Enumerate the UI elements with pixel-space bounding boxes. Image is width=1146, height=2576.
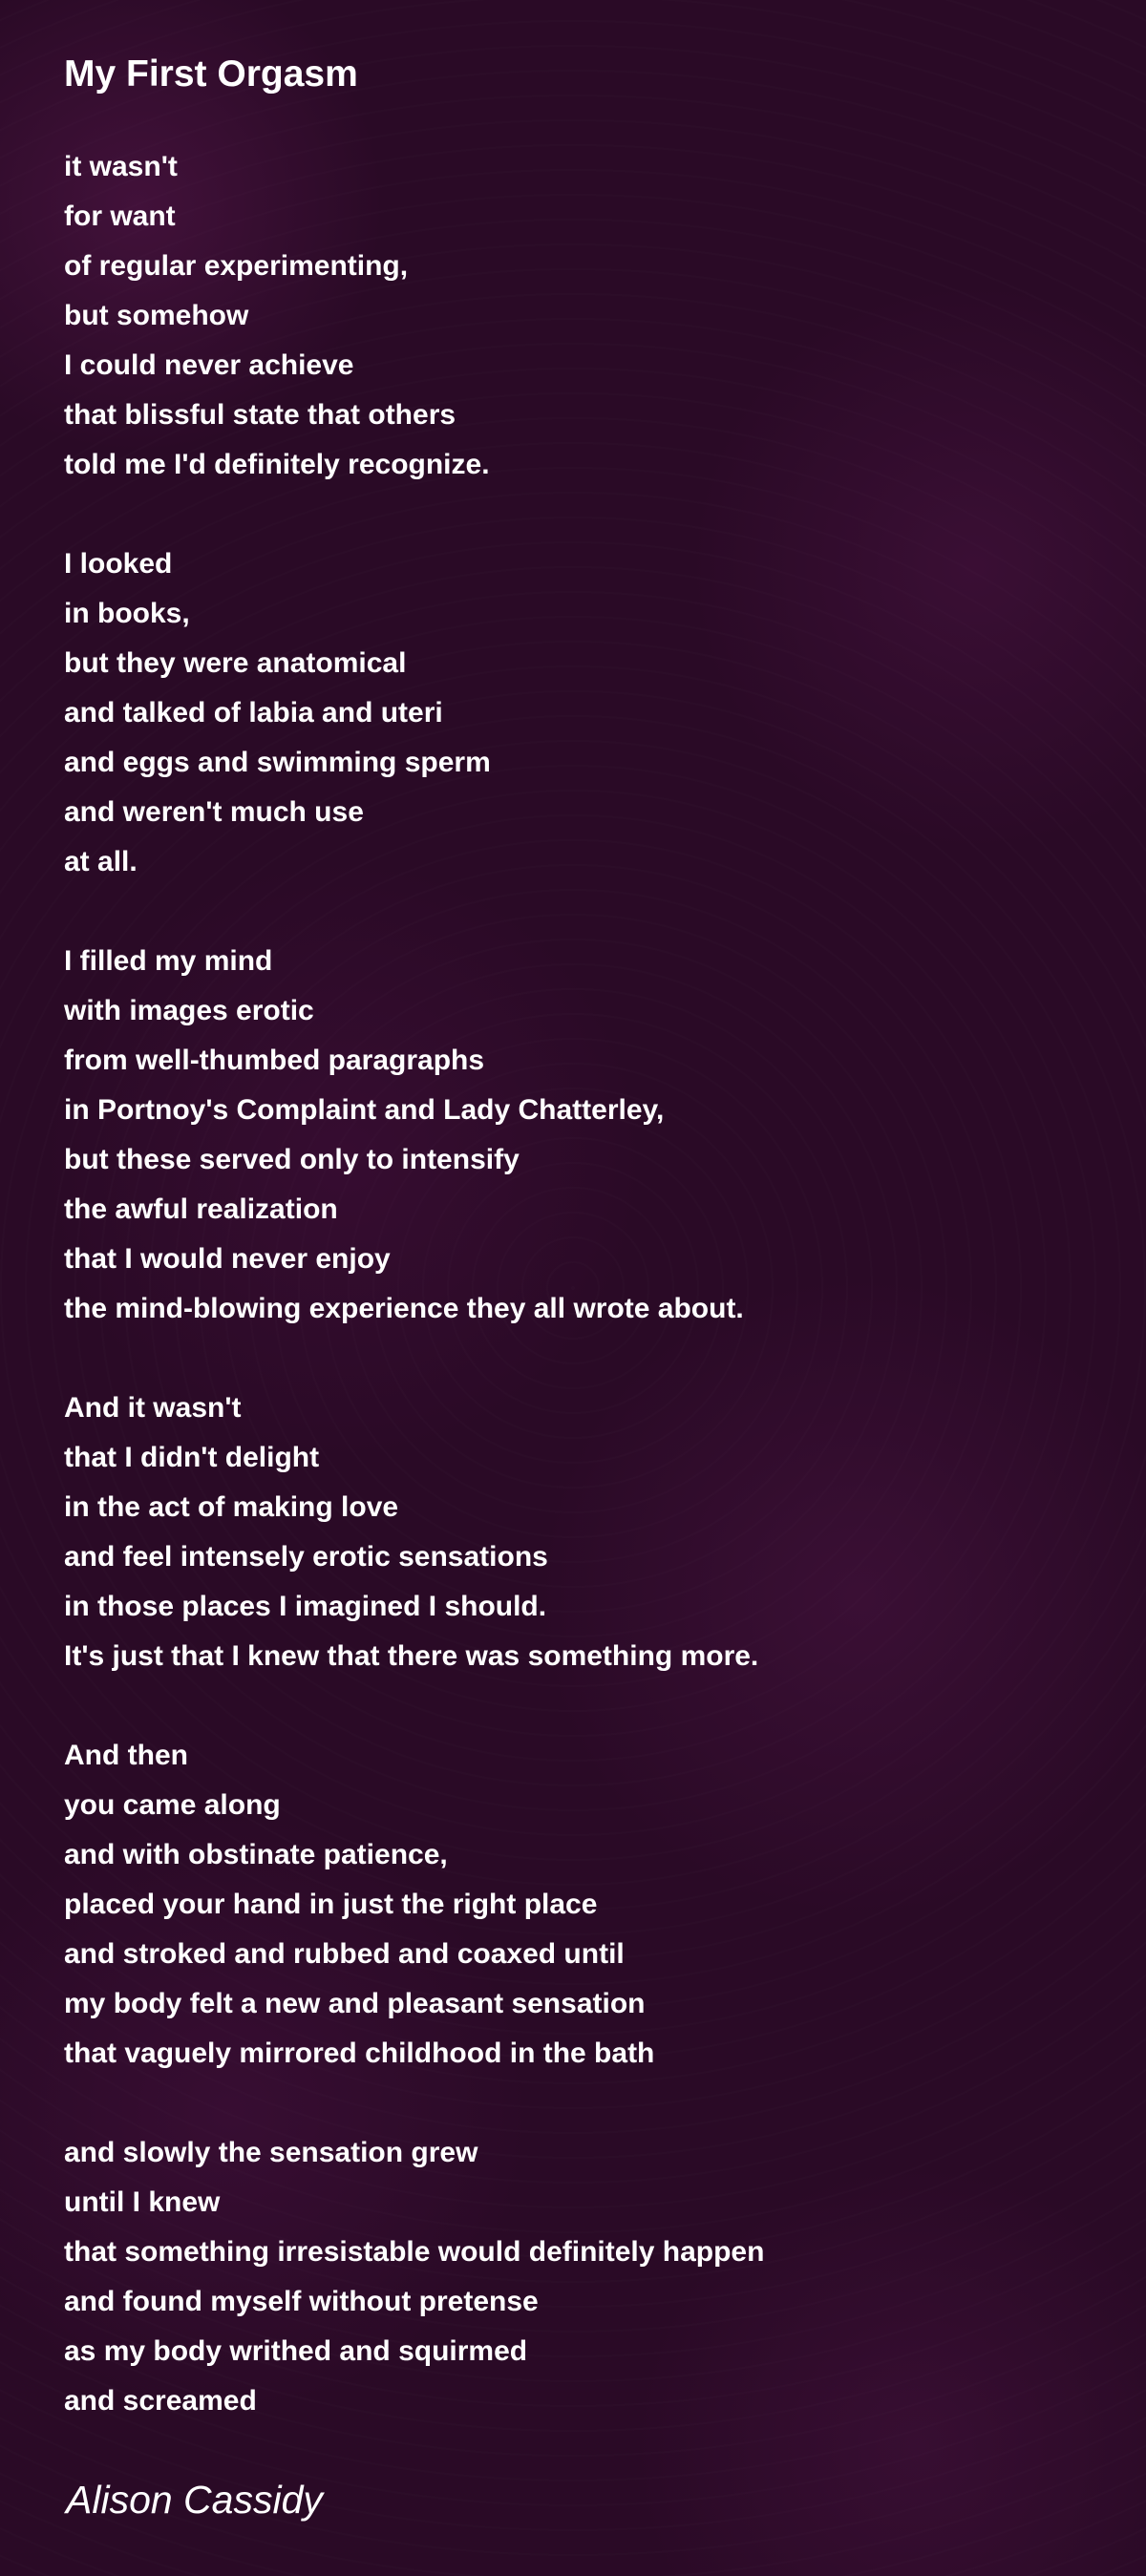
poem-line: of regular experimenting, (64, 250, 409, 282)
poem-line: I looked (64, 548, 173, 580)
stanza-1 (64, 142, 764, 490)
poem-line: but somehow (64, 300, 249, 331)
poem-line: for want (64, 201, 176, 232)
poem-line: the awful realization (64, 1193, 338, 1225)
stanza-2 (64, 539, 764, 887)
poem-line: in those places I imagined I should. (64, 1591, 547, 1622)
poem-line: in books, (64, 598, 190, 629)
poem-line: and talked of labia and uteri (64, 697, 443, 728)
poem-line: and weren't much use (64, 796, 364, 828)
poem-line: but they were anatomical (64, 647, 407, 679)
poem-line: and feel intensely erotic sensations (64, 1541, 548, 1573)
poem-line: and eggs and swimming sperm (64, 747, 491, 778)
poem-line: told me I'd definitely recognize. (64, 449, 490, 480)
poem-line: it wasn't (64, 151, 178, 182)
poem-line: and found myself without pretense (64, 2286, 539, 2317)
stanza-3 (64, 937, 764, 1334)
poem-line: and screamed (64, 2385, 257, 2417)
poem-body (64, 142, 764, 2476)
poem-line: and stroked and rubbed and coaxed until (64, 1938, 625, 1970)
poem-line: from well-thumbed paragraphs (64, 1045, 485, 1076)
poem-line: my body felt a new and pleasant sensation (64, 1988, 646, 2019)
poem-line: with images erotic (64, 995, 314, 1026)
poem-line: but these served only to intensify (64, 1144, 520, 1175)
poem-author: Alison Cassidy (66, 2478, 323, 2522)
poem-line: as my body writhed and squirmed (64, 2335, 528, 2367)
poem-line: I could never achieve (64, 349, 354, 381)
poem-line: I filled my mind (64, 945, 273, 977)
poem-line: and with obstinate patience, (64, 1839, 448, 1870)
poem-line: that blissful state that others (64, 399, 456, 431)
poem-line: And then (64, 1740, 188, 1771)
poem-line: placed your hand in just the right place (64, 1889, 598, 1920)
poem-line: And it wasn't (64, 1392, 242, 1424)
stanza-4 (64, 1383, 764, 1681)
poem-line: in the act of making love (64, 1491, 399, 1523)
poem-line: It's just that I knew that there was something more. (64, 1640, 759, 1672)
poem-line: that something irresistable would definitely happen (64, 2236, 765, 2268)
poem-line: that vaguely mirrored childhood in the bath (64, 2038, 655, 2069)
poem-line: in Portnoy's Complaint and Lady Chatterley, (64, 1094, 665, 1126)
poem-line: that I would never enjoy (64, 1243, 391, 1275)
poem-line: at all. (64, 846, 138, 877)
poem-line: you came along (64, 1789, 281, 1821)
poem-line: that I didn't delight (64, 1442, 320, 1473)
stanza-5 (64, 1731, 764, 2079)
stanza-6 (64, 2128, 764, 2426)
poem-line: the mind-blowing experience they all wrote about. (64, 1293, 744, 1324)
poem-line: until I knew (64, 2186, 221, 2218)
poem-title: My First Orgasm (64, 53, 358, 95)
poem-line: and slowly the sensation grew (64, 2137, 478, 2168)
